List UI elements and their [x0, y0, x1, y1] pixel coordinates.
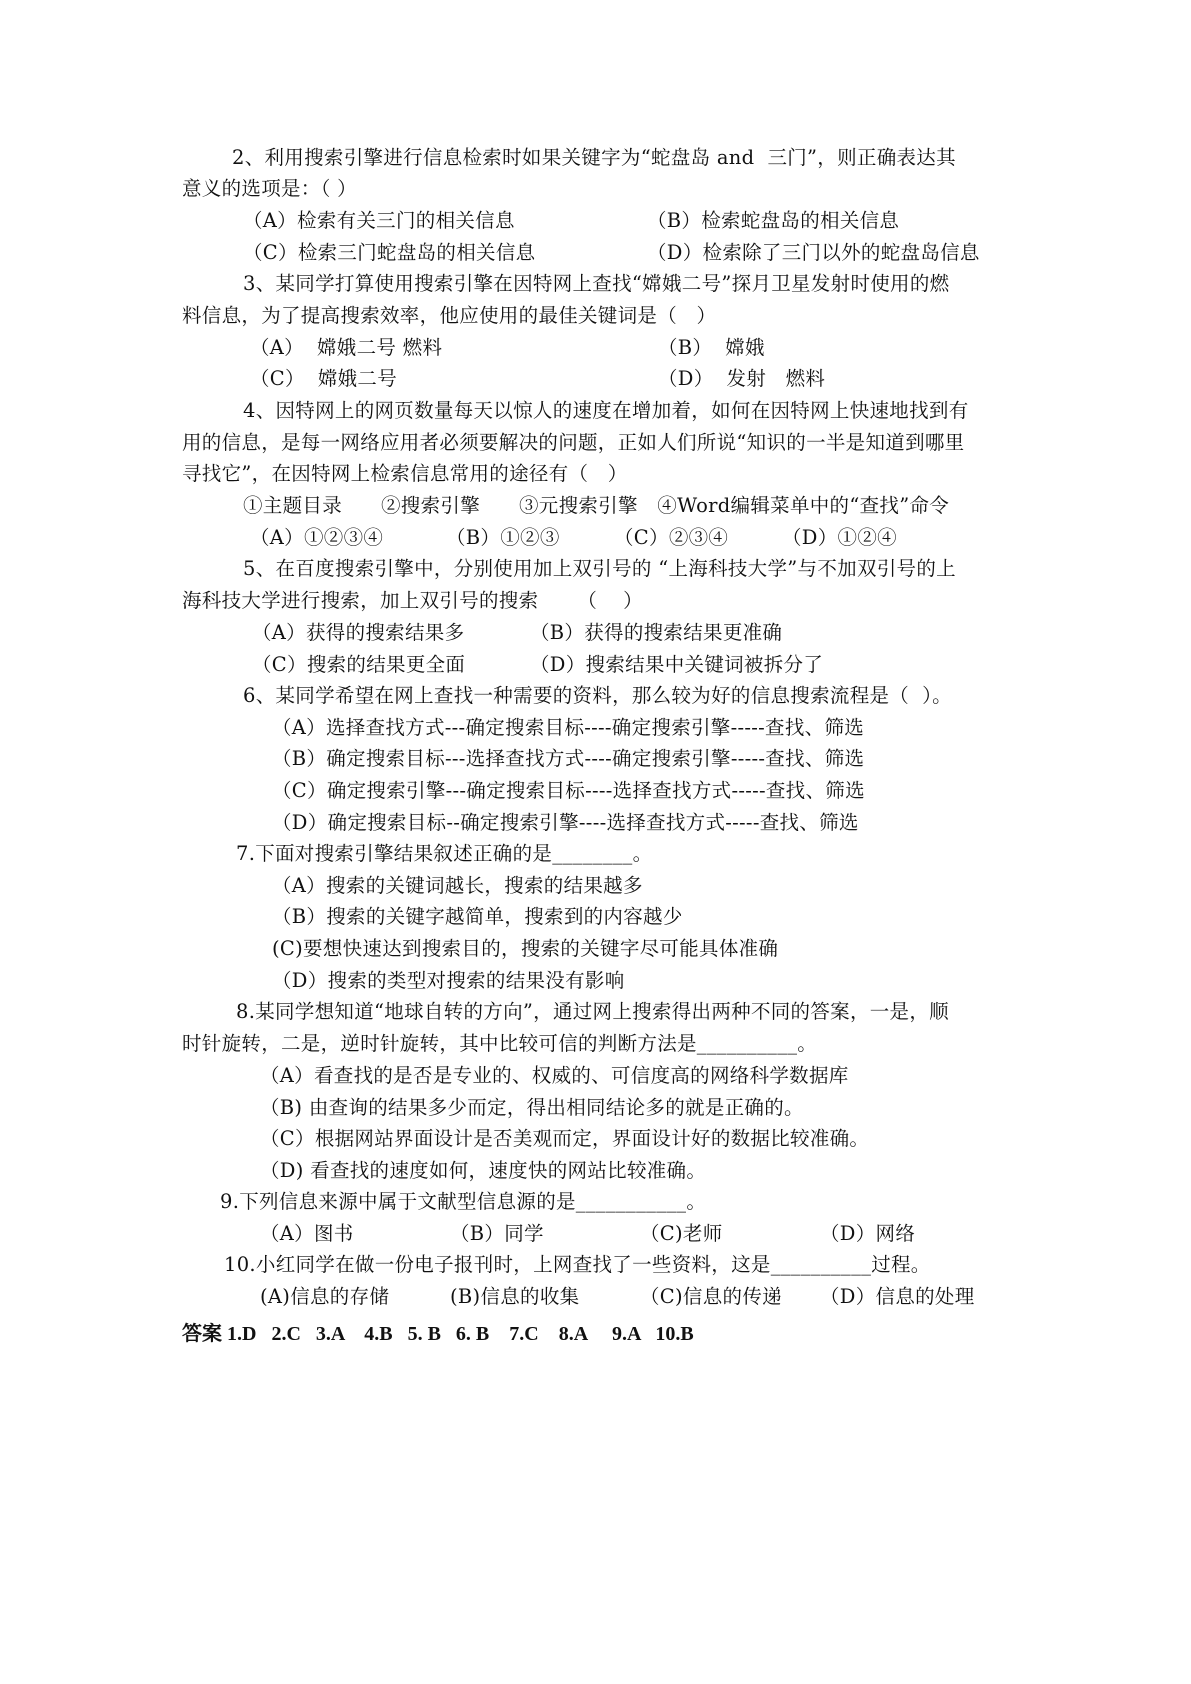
- q3-option-b: （B） 嫦娥: [658, 336, 765, 359]
- q9-option-a: （A）图书: [260, 1222, 354, 1245]
- q8-option-b: （B) 由查询的结果多少而定，得出相同结论多的就是正确的。: [260, 1096, 804, 1119]
- q2-stem-line-2: 意义的选项是：（ ）: [182, 177, 357, 200]
- q6-option-d: （D）确定搜索目标--确定搜索引擎----选择查找方式-----查找、筛选: [272, 811, 859, 834]
- q2-option-c: （C）检索三门蛇盘岛的相关信息: [243, 241, 536, 264]
- q3-option-a: （A） 嫦娥二号 燃料: [250, 336, 443, 359]
- q3-stem-line-1: 3、某同学打算使用搜索引擎在因特网上查找“嫦娥二号”探月卫星发射时使用的燃: [243, 272, 950, 295]
- q3-option-c: （C） 嫦娥二号: [250, 367, 398, 390]
- q7-option-d: （D）搜索的类型对搜索的结果没有影响: [272, 969, 625, 992]
- q4-option-d: （D）①②④: [782, 526, 897, 549]
- q4-items: ①主题目录 ②搜索引擎 ③元搜索引擎 ④Word编辑菜单中的“查找”命令: [243, 494, 950, 517]
- q7-option-b: （B）搜索的关键字越简单，搜索到的内容越少: [272, 905, 683, 928]
- q5-stem-line-1: 5、在百度搜索引擎中，分别使用加上双引号的 “上海科技大学”与不加双引号的上: [243, 557, 956, 580]
- q7-stem-line-1: 7.下面对搜索引擎结果叙述正确的是________。: [236, 842, 653, 865]
- q3-stem-line-2: 料信息，为了提高搜索效率，他应使用的最佳关键词是（ ）: [182, 304, 717, 327]
- q5-option-c: （C）搜索的结果更全面: [252, 653, 466, 676]
- q10-option-d: （D）信息的处理: [820, 1285, 975, 1308]
- q7-option-c: (C)要想快速达到搜索目的，搜索的关键字尽可能具体准确: [272, 937, 779, 960]
- q8-option-d: （D) 看查找的速度如何，速度快的网站比较准确。: [260, 1159, 707, 1182]
- q2-option-d: （D）检索除了三门以外的蛇盘岛信息: [647, 241, 980, 264]
- q6-stem-line-1: 6、某同学希望在网上查找一种需要的资料，那么较为好的信息搜索流程是（ ）。: [243, 684, 952, 707]
- q10-option-a: (A)信息的存储: [260, 1285, 390, 1308]
- q10-option-c: （C)信息的传递: [640, 1285, 782, 1308]
- q5-option-d: （D）搜索结果中关键词被拆分了: [530, 653, 824, 676]
- q9-option-b: （B）同学: [450, 1222, 544, 1245]
- q8-option-a: （A）看查找的是否是专业的、权威的、可信度高的网络科学数据库: [260, 1064, 849, 1087]
- q7-option-a: （A）搜索的关键词越长，搜索的结果越多: [272, 874, 643, 897]
- q4-stem-line-3: 寻找它”，在因特网上检索信息常用的途径有（ ）: [182, 462, 628, 485]
- q8-stem-line-2: 时针旋转，二是，逆时针旋转，其中比较可信的判断方法是__________。: [182, 1032, 818, 1055]
- q6-option-b: （B）确定搜索目标---选择查找方式----确定搜索引擎-----查找、筛选: [272, 747, 865, 770]
- q8-option-c: （C）根据网站界面设计是否美观而定，界面设计好的数据比较准确。: [260, 1127, 870, 1150]
- q4-option-b: （B）①②③: [446, 526, 560, 549]
- q10-option-b: (B)信息的收集: [450, 1285, 580, 1308]
- q9-option-d: （D）网络: [820, 1222, 916, 1245]
- q2-option-a: （A）检索有关三门的相关信息: [243, 209, 515, 232]
- q2-stem-line-1: 2、利用搜索引擎进行信息检索时如果关键字为“蛇盘岛 and 三门”，则正确表达其: [232, 146, 956, 169]
- q4-stem-line-1: 4、因特网上的网页数量每天以惊人的速度在增加着，如何在因特网上快速地找到有: [243, 399, 969, 422]
- q2-option-b: （B）检索蛇盘岛的相关信息: [647, 209, 900, 232]
- q5-option-a: （A）获得的搜索结果多: [252, 621, 465, 644]
- answer-key: 答案 1.D 2.C 3.A 4.B 5. B 6. B 7.C 8.A 9.A 10.B: [182, 1323, 694, 1345]
- q6-option-c: （C）确定搜索引擎---确定搜索目标----选择查找方式-----查找、筛选: [272, 779, 865, 802]
- q4-option-a: （A）①②③④: [250, 526, 384, 549]
- q5-stem-line-2: 海科技大学进行搜索，加上双引号的搜索 （ ）: [182, 589, 643, 612]
- q6-option-a: （A）选择查找方式---确定搜索目标----确定搜索引擎-----查找、筛选: [272, 716, 865, 739]
- q3-option-d: （D） 发射 燃料: [658, 367, 826, 390]
- q4-stem-line-2: 用的信息，是每一网络应用者必须要解决的问题，正如人们所说“知识的一半是知道到哪里: [182, 431, 965, 454]
- q9-stem-line-1: 9.下列信息来源中属于文献型信息源的是___________。: [220, 1190, 707, 1213]
- q4-option-c: （C）②③④: [614, 526, 729, 549]
- q8-stem-line-1: 8.某同学想知道“地球自转的方向”，通过网上搜索得出两种不同的答案，一是，顺: [236, 1000, 949, 1023]
- q10-stem-line-1: 10.小红同学在做一份电子报刊时，上网查找了一些资料，这是__________过程。: [224, 1253, 931, 1276]
- q5-option-b: （B）获得的搜索结果更准确: [530, 621, 783, 644]
- q9-option-c: （C)老师: [640, 1222, 723, 1245]
